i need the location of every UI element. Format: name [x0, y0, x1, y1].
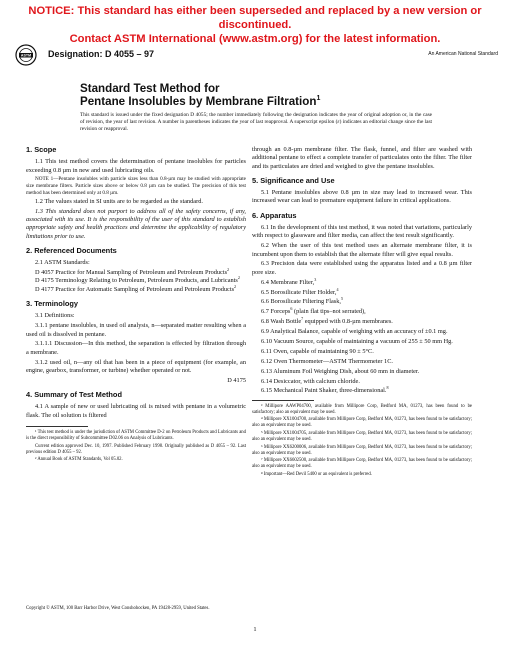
apparatus-item: 6.7 Forceps$^6$ (plain flat tips–not serrated),	[261, 306, 366, 316]
apparatus-item: 6.12 Oven Thermometer—ASTM Thermometer 1C.	[261, 357, 393, 365]
section-heading-scope: 1. Scope	[26, 145, 57, 154]
para-3-1-2: 3.1.2 used oil, n—any oil that has been in a piece of equipment (for example, an engine, gearbox, transformer, or turbine) whether operated or not.	[26, 358, 246, 374]
apparatus-item: 6.11 Oven, capable of maintaining 90 ± 5°C.	[261, 347, 374, 355]
document-title	[80, 82, 440, 108]
reference-item: D 4057 Practice for Manual Sampling of Petroleum and Petroleum Products$^2$	[35, 267, 230, 277]
apparatus-item: 6.9 Analytical Balance, capable of weighing with an accuracy of ±0.1 mg.	[261, 328, 448, 336]
para-6-2: 6.2 When the user of this test method uses an alternate membrane filter, it is incumbent upon them to establish that the alternate filter will give equal results.	[252, 242, 472, 258]
para-4-1-continued: through an 0.8-µm membrane filter. The flask, funnel, and filter are washed with additional pentane to effect a complete transfer of particulates onto the filter. The filter and its particulates are dried and weighed to give the pentane insolubles.	[252, 146, 472, 170]
footnote-divider	[26, 426, 88, 427]
para-1-3: 1.3 This standard does not purport to address all of the safety concerns, if any, associated with its use. It is the responsibility of the user of this standard to establish appropriate safety and health practices and determine the applicability of regulatory limitations prior to use.	[26, 207, 246, 240]
footnote: ⁸ Important—Red Devil 5400 or an equivalent is preferred.	[261, 471, 372, 477]
document-header	[14, 44, 498, 66]
footnote: ³ Millipore AAWP04700, available from Millipore Corp, Bedford MA, 01273, has been found to be satisfactory; also an equivalent may be used.	[252, 403, 472, 415]
footnote: ⁵ Millipore XX1004705, available from Millipore Corp, Bedford MA, 01273, has been found to be satisfactory; also an equivalent may be used.	[252, 430, 472, 442]
reference-item: D 4175 Terminology Relating to Petroleum, Petroleum Products, and Lubricants$^2$	[35, 275, 240, 285]
section-heading-terminology: 3. Terminology	[26, 299, 79, 309]
apparatus-item: 6.4 Membrane Filter,$^3$	[261, 276, 317, 286]
para-1-1: 1.1 This test method covers the determination of pentane insolubles for particles exceeding 0.8 µm in new and used lubricating oils.	[26, 158, 246, 174]
svg-text:ASTM: ASTM	[20, 53, 32, 58]
apparatus-item: 6.5 Borosilicate Filter Holder,$^4$	[261, 286, 339, 296]
apparatus-item: 6.13 Aluminum Foil Weighing Dish, about 60 mm in diameter.	[261, 367, 420, 375]
footnote: ⁴ Millipore XX1004700, available from Millipore Corp, Bedford MA, 01273, has been found to be satisfactory; also an equivalent may be used.	[252, 417, 472, 429]
footnote-divider	[252, 400, 314, 401]
footnote: Current edition approved Dec. 10, 1997. Published February 1998. Originally published as D 4055 – 92. Last previous edition D 4055 – 92.	[26, 443, 246, 455]
apparatus-item: 6.14 Desiccator, with calcium chloride.	[261, 377, 360, 385]
footnote: ⁶ Millipore XX6200006, available from Millipore Corp, Bedford MA, 01273, has been found to be satisfactory; also an equivalent may be used.	[252, 444, 472, 456]
title-line-2: Pentane Insolubles by Membrane Filtration	[80, 95, 317, 108]
astm-logo-icon	[14, 44, 38, 66]
para-2-1: 2.1 ASTM Standards:	[35, 259, 90, 267]
note-1: NOTE 1—Pentane insolubles with particle sizes less than 0.8-µm may be studied with appropriate size membrane filters. Particle sizes above or below 0.8 µm can be studied. The precision of this test method has been determined only at 0.8 µm.	[26, 176, 246, 196]
apparatus-item: 6.15 Mechanical Paint Shaker, three-dimensional.$^8$	[261, 385, 389, 395]
section-heading-apparatus: 6. Apparatus	[252, 210, 297, 220]
section-heading-summary: 4. Summary of Test Method	[26, 390, 122, 400]
right-column	[252, 146, 472, 479]
para-6-1: 6.1 In the development of this test method, it was noted that variations, particularly with respect to glassware and filter media, can affect the test result significantly.	[252, 224, 472, 240]
section-heading-significance: 5. Significance and Use	[252, 175, 335, 185]
title-line-1: Standard Test Method for	[80, 82, 220, 95]
designation: Designation: D 4055 – 97	[48, 49, 155, 59]
notice-line-1: NOTICE: This standard has either been superseded and replaced by a new version or discontinued.	[28, 5, 482, 31]
para-3-1-1-1: 3.1.1.1 Discussion—In this method, the separation is effected by filtration through a membrane.	[26, 340, 246, 356]
para-6-3: 6.3 Precision data were established using the apparatus listed and a 0.8 µm filter pore size.	[252, 260, 472, 276]
copyright-line: Copyright © ASTM, 100 Barr Harbor Drive, West Conshohocken, PA 19428-2959, United States.	[26, 606, 210, 611]
page-number: 1	[253, 626, 257, 633]
publisher-note: An American National Standard	[428, 51, 498, 57]
para-3-1-1: 3.1.1 pentane insolubles, in used oil analysis, n—separated matter resulting when a used oil is dissolved in pentane.	[26, 322, 246, 338]
section-heading-referenced-documents: 2. Referenced Documents	[26, 245, 117, 255]
supersession-notice	[0, 4, 510, 46]
apparatus-item: 6.6 Borosilicate Filtering Flask,$^5$	[261, 296, 343, 306]
footnote: ¹ This test method is under the jurisdiction of ASTM Committee D-2 on Petroleum Products and Lubricants and is the direct responsibility of Subcommittee D02.06 on Analysis of Lubricants.	[26, 429, 246, 441]
apparatus-item: 6.10 Vacuum Source, capable of maintaining a vacuum of 255 ± 50 mm Hg.	[261, 337, 453, 345]
preamble-text: This standard is issued under the fixed designation D 4055; the number immediately following the designation indicates the year of original adoption or, in the case of revision, the year of last revision. A number in parentheses indicates the year of last reapproval. A superscript epsilon (ε) indicates an editorial change since the last revision or reapproval.	[80, 112, 432, 132]
footnote: ² Annual Book of ASTM Standards, Vol 05.02.	[35, 457, 123, 463]
terminology-source: D 4175	[227, 376, 246, 384]
reference-item: D 4177 Practice for Automatic Sampling of Petroleum and Petroleum Products$^2$	[35, 283, 237, 293]
para-4-1: 4.1 A sample of new or used lubricating oil is mixed with pentane in a volumetric flask. The oil solution is filtered	[26, 403, 246, 419]
para-5-1: 5.1 Pentane insolubles above 0.8 µm in size may lead to increased wear. This increased wear can lead to premature equipment failure in critical applications.	[252, 189, 472, 205]
footnote: ⁷ Millipore XX6602500, available from Millipore Corp, Bedford MA, 01273, has been found to be satisfactory; also an equivalent may be used.	[252, 458, 472, 470]
left-column	[26, 146, 246, 465]
para-3-1: 3.1 Definitions:	[35, 312, 75, 320]
apparatus-item: 6.8 Wash Bottle$^7$ equipped with 0.8-µm membranes.	[261, 316, 393, 326]
notice-line-2: Contact ASTM International (www.astm.org) for the latest information.	[69, 33, 441, 45]
para-1-2: 1.2 The values stated in SI units are to be regarded as the standard.	[35, 197, 203, 205]
title-footnote-ref: 1	[316, 95, 321, 103]
